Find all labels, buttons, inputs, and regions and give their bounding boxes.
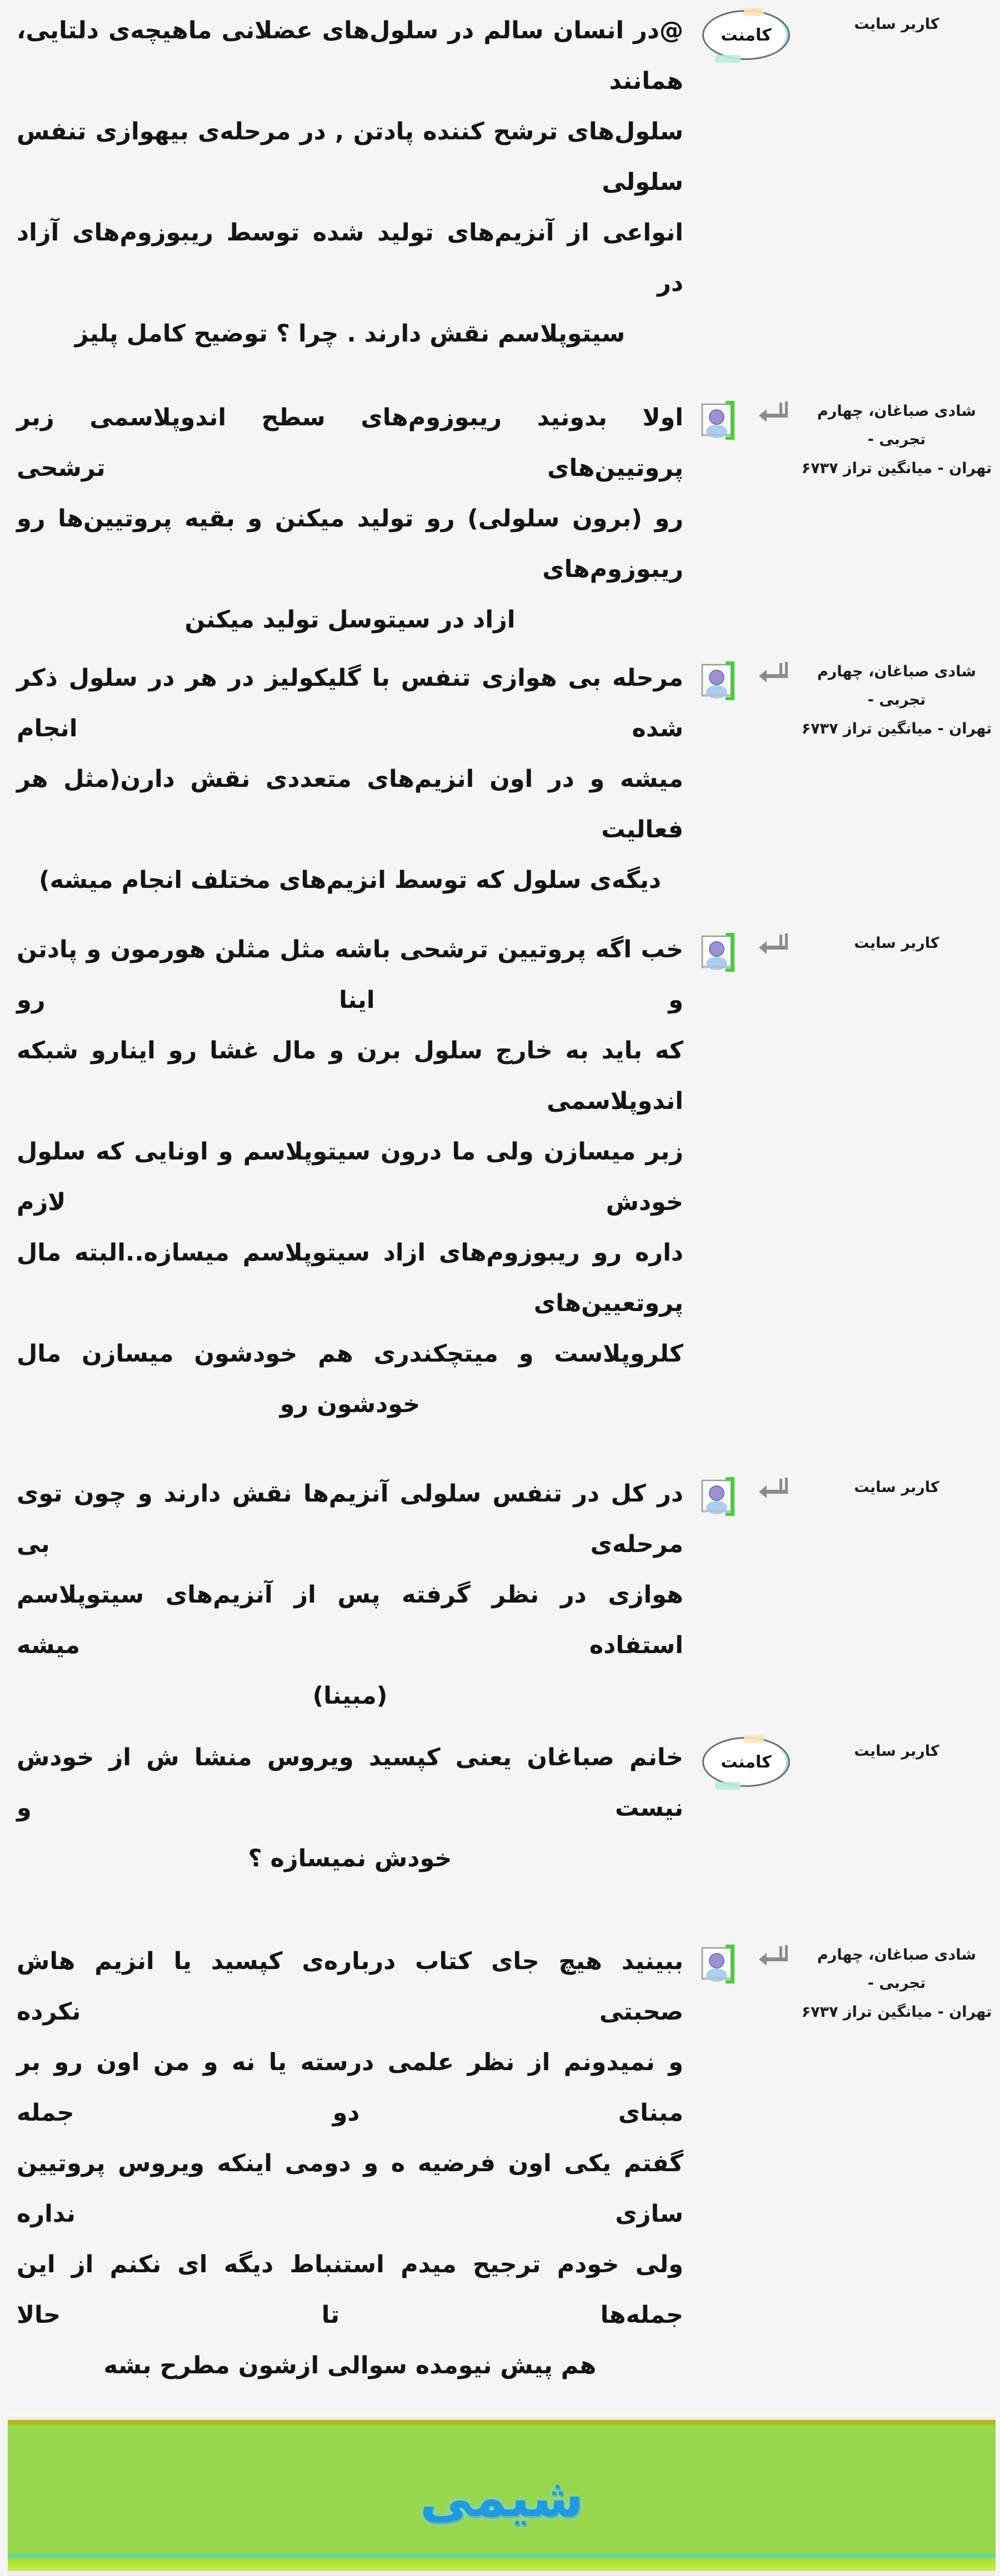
comment-text-line: اولا بدونید ریبوزوم‌های سطح اندوپلاسمی زبر پروتیین‌های ترشحی (17, 404, 683, 482)
comment-text-line: خب اگه پروتیین ترشحی باشه مثل مثلن هورمون و پادتن و اینا رو (17, 936, 683, 1014)
comment-text-line: هم پیش نیومده سوالی ازشون مطرح بشه (103, 2352, 597, 2379)
comment-text-line: (مبینا) (312, 1682, 388, 1710)
badge-label: کامنت (721, 1752, 772, 1772)
comment-author (793, 1468, 1000, 1721)
comment-text-line: ببینید هیچ جای کتاب درباره‌ی کپسید یا انزیم هاش صحبتی نکرده (17, 1947, 683, 2026)
comment-author (793, 4, 1000, 359)
avatar-icon[interactable] (701, 1944, 738, 1986)
comment-text-line: رو (برون سلولی) رو تولید میکنن و بقیه پروتیین‌ها رو ریبوزوم‌های (17, 505, 683, 583)
author-name: کاربر سایت (854, 1743, 939, 1760)
comment-row (0, 923, 1000, 1430)
avatar-icon[interactable] (701, 400, 738, 443)
author-name: کاربر سایت (854, 16, 939, 33)
comment-row (0, 4, 1000, 359)
avatar-icon[interactable] (701, 932, 738, 975)
comment-text-line: سیتوپلاسم نقش دارند . چرا ؟ توضیح کامل پلیز (74, 320, 626, 348)
comment-text-line: گفتم یکی اون فرضیه ه و دومی اینکه ویروس پروتیین سازی نداره (17, 2150, 683, 2228)
comment-text-line: دیگه‌ی سلول که توسط انزیم‌های مختلف انجام میشه) (38, 866, 662, 894)
comment-text (17, 1935, 683, 2391)
comment-text (17, 4, 683, 359)
author-name: کاربر سایت (854, 1479, 939, 1496)
author-meta: تهران - میانگین تراز ۶۷۳۷ (801, 459, 992, 477)
banner-background[interactable] (8, 2420, 996, 2571)
comment-text-line: ازاد در سیتوسل تولید میکنن (184, 606, 516, 634)
avatar-icon[interactable] (701, 661, 738, 703)
author-name: کاربر سایت (854, 935, 939, 952)
comment-text (17, 652, 683, 906)
comment-author (793, 1935, 1000, 2391)
avatar-icon[interactable] (701, 1477, 738, 1519)
comment-badge (702, 1737, 790, 1787)
badge-label: کامنت (721, 25, 772, 45)
reply-arrow-icon[interactable] (758, 1944, 790, 1972)
author-meta: تهران - میانگین تراز ۶۷۳۷ (801, 720, 992, 737)
reply-arrow-icon[interactable] (758, 1477, 790, 1504)
comment-text-line: سلول‌های ترشح کننده پادتن , در مرحله‌ی بیهوازی تنفس سلولی (17, 118, 683, 196)
comment-row (0, 1468, 1000, 1721)
comment-author (793, 1731, 1000, 1884)
comment-marker (683, 391, 793, 645)
comment-text-line: کلروپلاست و میتچکندری هم خودشون میسازن مال خودشون رو (17, 1340, 683, 1418)
comment-text-line: هوازی در نظر گرفته پس از آنزیم‌های سیتوپلاسم استفاده میشه (17, 1581, 683, 1659)
banner-label[interactable]: شیمی (419, 2467, 584, 2529)
comment-text-line: داره رو ریبوزوم‌های ازاد سیتوپلاسم میسازه..البته مال پروتعیین‌های (17, 1239, 683, 1317)
comment-text-line: که باید به خارج سلول برن و مال غشا رو اینارو شبکه اندوپلاسمی (17, 1037, 683, 1115)
comment-row (0, 652, 1000, 906)
comment-text-line: ولی خودم ترجیح میدم استنباط دیگه ای نکنم از این جمله‌ها تا حالا (17, 2251, 683, 2329)
comment-text-line: در کل در تنفس سلولی آنزیم‌ها نقش دارند و چون توی مرحله‌ی بی (17, 1480, 683, 1558)
comment-author (793, 923, 1000, 1430)
comment-text-line: و نمیدونم از نظر علمی درسته یا نه و من اون رو بر مبنای دو جمله (17, 2048, 683, 2127)
banner-bottom-strip (8, 2571, 996, 2576)
author-name: شادی صباغان، چهارم تجربی - (817, 663, 976, 709)
comment-list (0, 4, 1000, 2391)
comment-marker (683, 923, 793, 1430)
comment-text-line: زبر میسازن ولی ما درون سیتوپلاسم و اونایی که سلول خودش لازم (17, 1138, 683, 1216)
comment-marker (683, 1731, 793, 1884)
comment-marker (683, 4, 793, 359)
comment-text (17, 391, 683, 645)
comment-text-line: میشه و در اون انزیم‌های متعددی نقش دارن(مثل هر فعالیت (17, 765, 683, 843)
comment-text-line: @در انسان سالم در سلول‌های عضلانی ماهیچه‌ی دلتایی، همانند (17, 17, 683, 95)
comment-text-line: انواعی از آنزیم‌های تولید شده توسط ریبوزوم‌های آزاد در (17, 219, 683, 297)
comment-text (17, 1468, 683, 1721)
reply-arrow-icon[interactable] (758, 932, 790, 960)
comment-text (17, 1731, 683, 1884)
subject-banner[interactable] (8, 2414, 996, 2576)
comment-text-line: خودش نمیسازه ؟ (248, 1845, 452, 1872)
comment-author (793, 652, 1000, 906)
comment-marker (683, 652, 793, 906)
author-name: شادی صباغان، چهارم تجربی - (817, 1946, 976, 1992)
reply-arrow-icon[interactable] (758, 400, 790, 428)
author-name: شادی صباغان، چهارم تجربی - (817, 403, 976, 449)
banner-top-strip (8, 2414, 996, 2420)
comment-text-line: مرحله بی هوازی تنفس با گلیکولیز در هر در سلول ذکر شده انجام (17, 664, 683, 742)
comment-text (17, 923, 683, 1430)
comment-marker (683, 1468, 793, 1721)
author-meta: تهران - میانگین تراز ۶۷۳۷ (801, 2003, 992, 2021)
comment-row (0, 391, 1000, 645)
comment-row (0, 1935, 1000, 2391)
comment-row (0, 1731, 1000, 1884)
reply-arrow-icon[interactable] (758, 661, 790, 689)
comment-marker (683, 1935, 793, 2391)
comment-text-line: خانم صباغان یعنی کپسید ویروس منشا ش از خودش نیست و (17, 1744, 683, 1822)
comment-badge (702, 10, 790, 60)
comment-author (793, 391, 1000, 645)
